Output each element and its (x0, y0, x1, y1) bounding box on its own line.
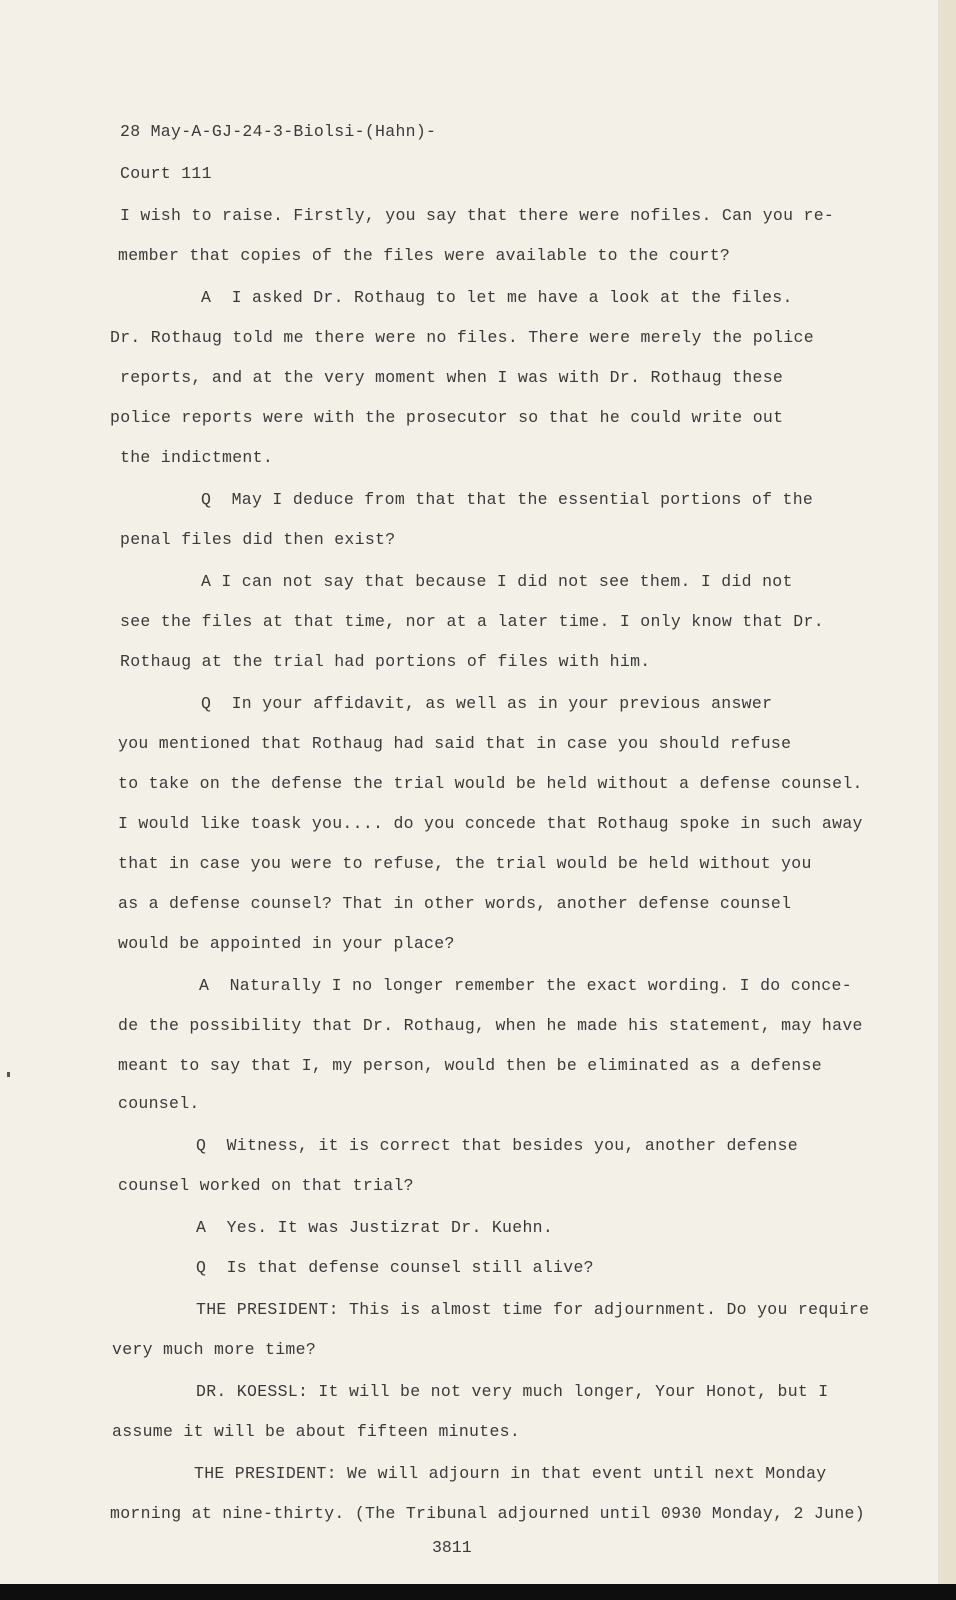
text-line: A I can not say that because I did not see them. I did not (201, 572, 793, 591)
text-line: very much more time? (112, 1340, 317, 1359)
text-line: to take on the defense the trial would be held without a defense counsel. (118, 774, 863, 793)
text-line: reports, and at the very moment when I was with Dr. Rothaug these (120, 368, 784, 387)
text-line: A Naturally I no longer remember the exact wording. I do conce- (199, 976, 852, 995)
header-reference: 28 May-A-GJ-24-3-Biolsi-(Hahn)- (120, 122, 437, 141)
text-line: counsel. (118, 1094, 200, 1113)
margin-mark (7, 1072, 10, 1077)
text-line: Q Witness, it is correct that besides you, another defense (196, 1136, 798, 1155)
text-line: DR. KOESSL: It will be not very much longer, Your Honot, but I (196, 1382, 829, 1401)
text-line: counsel worked on that trial? (118, 1176, 414, 1195)
page-edge (938, 0, 956, 1600)
text-line: as a defense counsel? That in other words, another defense counsel (118, 894, 792, 913)
text-line: would be appointed in your place? (118, 934, 455, 953)
text-line: assume it will be about fifteen minutes. (112, 1422, 521, 1441)
text-line: penal files did then exist? (120, 530, 396, 549)
text-line: Q May I deduce from that that the essential portions of the (201, 490, 814, 509)
text-line: Rothaug at the trial had portions of files with him. (120, 652, 651, 671)
text-line: A Yes. It was Justizrat Dr. Kuehn. (196, 1218, 554, 1237)
text-line: member that copies of the files were available to the court? (118, 246, 731, 265)
text-line: you mentioned that Rothaug had said that in case you should refuse (118, 734, 792, 753)
text-line: I wish to raise. Firstly, you say that there were nofiles. Can you re- (120, 206, 835, 225)
text-line: Q Is that defense counsel still alive? (196, 1258, 594, 1277)
text-line: Q In your affidavit, as well as in your previous answer (201, 694, 773, 713)
text-line: see the files at that time, nor at a later time. I only know that Dr. (120, 612, 824, 631)
text-line: meant to say that I, my person, would then be eliminated as a defense (118, 1056, 822, 1075)
text-line: I would like toask you.... do you concede that Rothaug spoke in such away (118, 814, 863, 833)
text-line: that in case you were to refuse, the trial would be held without you (118, 854, 812, 873)
text-line: THE PRESIDENT: We will adjourn in that event until next Monday (194, 1464, 827, 1483)
text-line: Dr. Rothaug told me there were no files. There were merely the police (110, 328, 814, 347)
text-line: morning at nine-thirty. (The Tribunal adjourned until 0930 Monday, 2 June) (110, 1504, 865, 1523)
text-line: THE PRESIDENT: This is almost time for adjournment. Do you require (196, 1300, 870, 1319)
scan-border (0, 1584, 956, 1600)
text-line: A I asked Dr. Rothaug to let me have a look at the files. (201, 288, 793, 307)
header-court: Court 111 (120, 164, 212, 183)
page-number: 3811 (432, 1538, 472, 1557)
text-line: police reports were with the prosecutor so that he could write out (110, 408, 784, 427)
text-line: de the possibility that Dr. Rothaug, when he made his statement, may have (118, 1016, 863, 1035)
text-line: the indictment. (120, 448, 274, 467)
